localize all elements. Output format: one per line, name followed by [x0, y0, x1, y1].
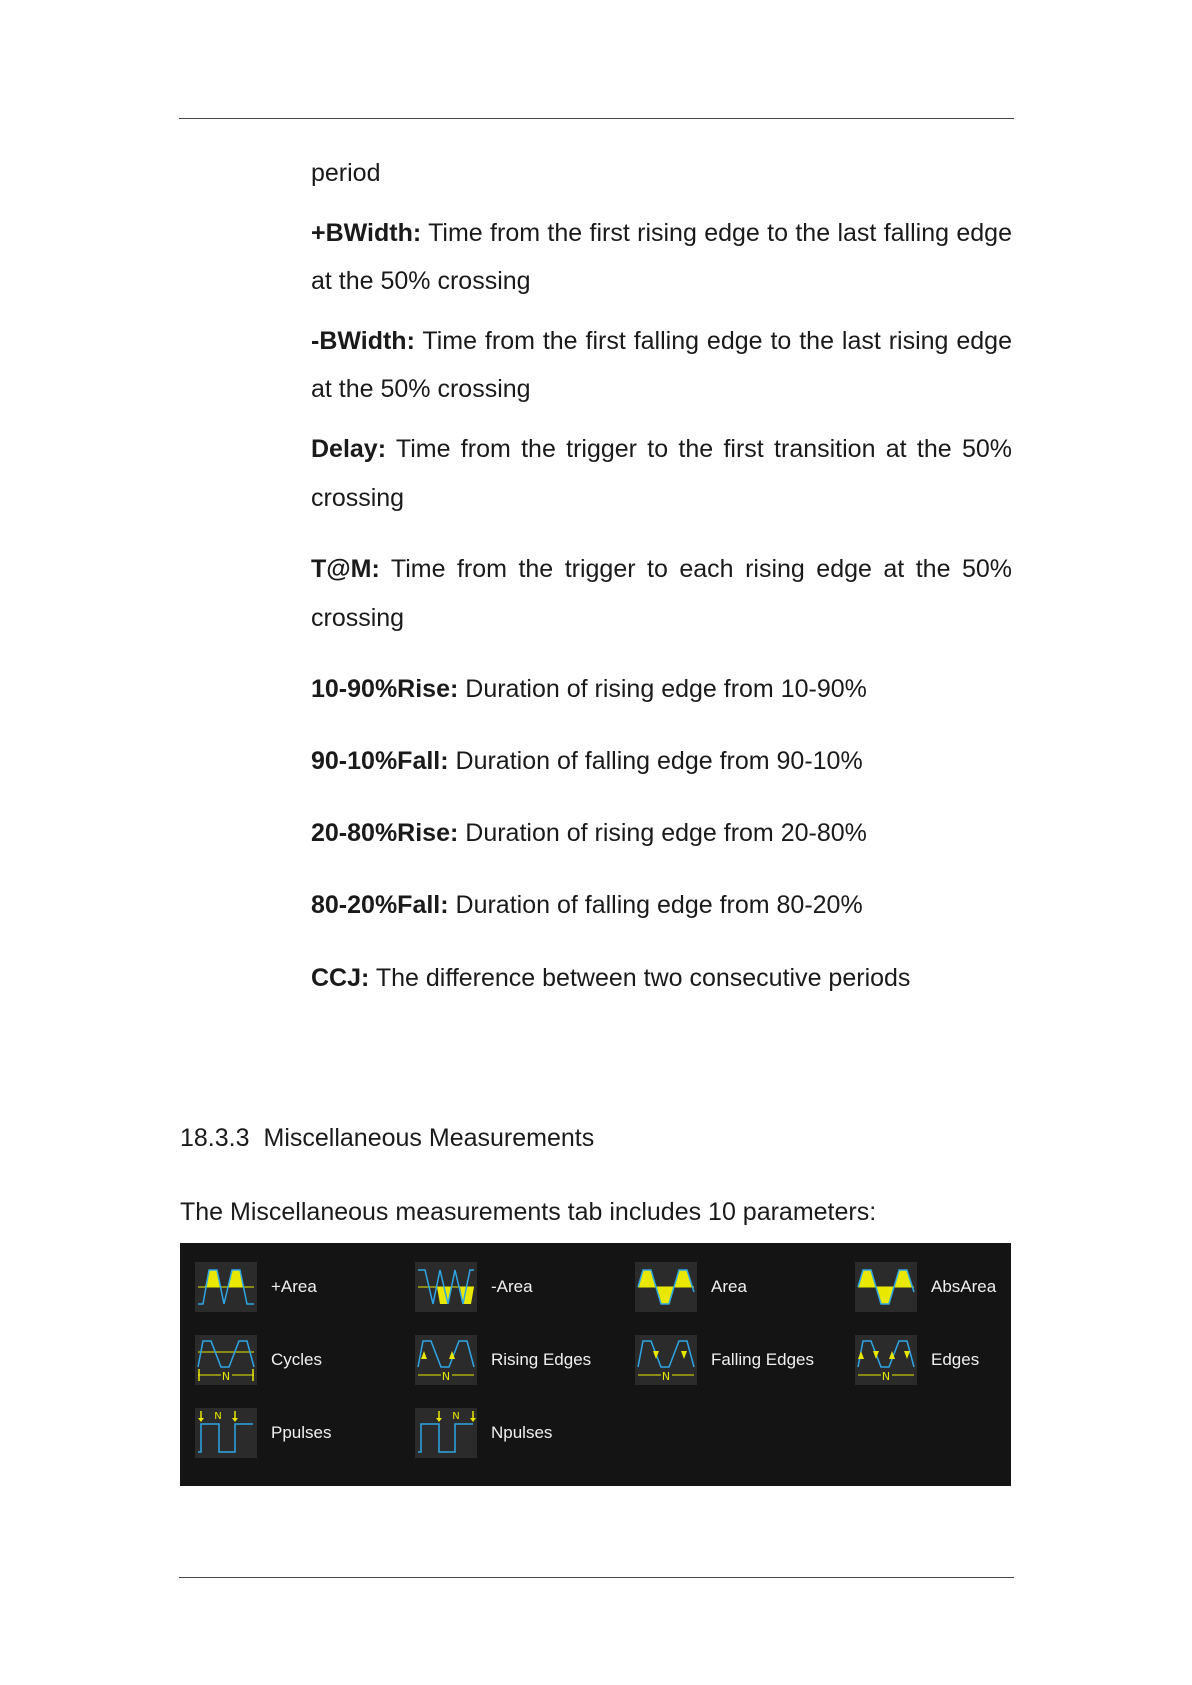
measurement-label: -Area: [491, 1277, 533, 1296]
measurement-label: Rising Edges: [491, 1350, 592, 1369]
measurement-negative-pulses[interactable]: [415, 1408, 615, 1458]
entry-pos-bwidth: [311, 218, 1012, 248]
header-rule: [179, 118, 1014, 119]
entry-tatm: [311, 554, 1012, 584]
entry-10-90-rise: [311, 674, 1012, 704]
falling-edges-icon: [635, 1335, 697, 1385]
measurement-edges[interactable]: [855, 1335, 1011, 1385]
intro-text: The Miscellaneous measurements tab includes 10 parameters:: [180, 1198, 877, 1226]
continuation-text: period: [311, 159, 381, 187]
svg-text:N: N: [881, 1370, 891, 1383]
measurement-rising-edges[interactable]: [415, 1335, 615, 1385]
section-heading: [180, 1123, 594, 1153]
measurement-positive-pulses[interactable]: [195, 1408, 395, 1458]
entry-delay-cont: crossing: [311, 484, 405, 512]
entry-ccj-text: The difference between two consecutive periods: [375, 964, 911, 992]
term-90-10-fall: 90-10%Fall:: [311, 747, 449, 775]
measurement-positive-area[interactable]: [195, 1262, 395, 1312]
measurement-label: +Area: [271, 1277, 317, 1296]
absolute-area-icon: [855, 1262, 917, 1312]
measurement-label: Edges: [931, 1350, 980, 1369]
footer-rule: [179, 1577, 1014, 1578]
entry-neg-bwidth: [311, 326, 1012, 356]
negative-pulses-icon: [415, 1408, 477, 1458]
entry-20-80-rise-text: Duration of rising edge from 20-80%: [465, 819, 867, 847]
term-10-90-rise: 10-90%Rise:: [311, 675, 459, 703]
svg-text:N: N: [214, 1411, 222, 1422]
term-20-80-rise: 20-80%Rise:: [311, 819, 459, 847]
measurement-panel: [180, 1243, 1011, 1486]
svg-text:N: N: [661, 1370, 671, 1383]
entry-90-10-fall: [311, 746, 1012, 776]
entry-tatm-text: Time from the trigger to each rising edge at the 50%: [390, 555, 1012, 583]
entry-ccj: [311, 963, 1012, 993]
term-delay: Delay:: [311, 435, 387, 463]
measurement-label: Npulses: [491, 1423, 553, 1442]
cycles-icon: [195, 1335, 257, 1385]
term-pos-bwidth: +BWidth:: [311, 219, 422, 247]
negative-area-icon: [415, 1262, 477, 1312]
measurement-label: Ppulses: [271, 1423, 332, 1442]
term-neg-bwidth: -BWidth:: [311, 327, 415, 355]
edges-icon: [855, 1335, 917, 1385]
svg-text:N: N: [441, 1370, 451, 1383]
entry-10-90-rise-text: Duration of rising edge from 10-90%: [465, 675, 867, 703]
measurement-area[interactable]: [635, 1262, 835, 1312]
term-ccj: CCJ:: [311, 964, 370, 992]
entry-pos-bwidth-cont: at the 50% crossing: [311, 267, 531, 295]
area-icon: [635, 1262, 697, 1312]
entry-tatm-cont: crossing: [311, 604, 405, 632]
measurement-label: Cycles: [271, 1350, 323, 1369]
term-tatm: T@M:: [311, 555, 380, 583]
section-number: 18.3.3: [180, 1124, 250, 1152]
entry-delay-text: Time from the trigger to the first transition at the 50%: [395, 435, 1012, 463]
rising-edges-icon: [415, 1335, 477, 1385]
positive-pulses-icon: [195, 1408, 257, 1458]
entry-20-80-rise: [311, 818, 1012, 848]
svg-text:N: N: [221, 1370, 231, 1383]
entry-80-20-fall-text: Duration of falling edge from 80-20%: [455, 891, 863, 919]
positive-area-icon: [195, 1262, 257, 1312]
entry-neg-bwidth-text: Time from the first falling edge to the last rising edge: [422, 327, 1012, 355]
section-title: Miscellaneous Measurements: [263, 1124, 595, 1152]
entry-80-20-fall: [311, 890, 1012, 920]
term-80-20-fall: 80-20%Fall:: [311, 891, 449, 919]
measurement-label: AbsArea: [931, 1277, 997, 1296]
measurement-label: Area: [711, 1277, 747, 1296]
measurement-absolute-area[interactable]: [855, 1262, 1011, 1312]
svg-text:N: N: [452, 1411, 460, 1422]
entry-90-10-fall-text: Duration of falling edge from 90-10%: [455, 747, 863, 775]
measurement-label: Falling Edges: [711, 1350, 815, 1369]
entry-delay: [311, 434, 1012, 464]
measurement-falling-edges[interactable]: [635, 1335, 835, 1385]
measurement-cycles[interactable]: [195, 1335, 395, 1385]
measurement-negative-area[interactable]: [415, 1262, 615, 1312]
entry-pos-bwidth-text: Time from the first rising edge to the last falling edge: [428, 219, 1012, 247]
entry-neg-bwidth-cont: at the 50% crossing: [311, 375, 531, 403]
